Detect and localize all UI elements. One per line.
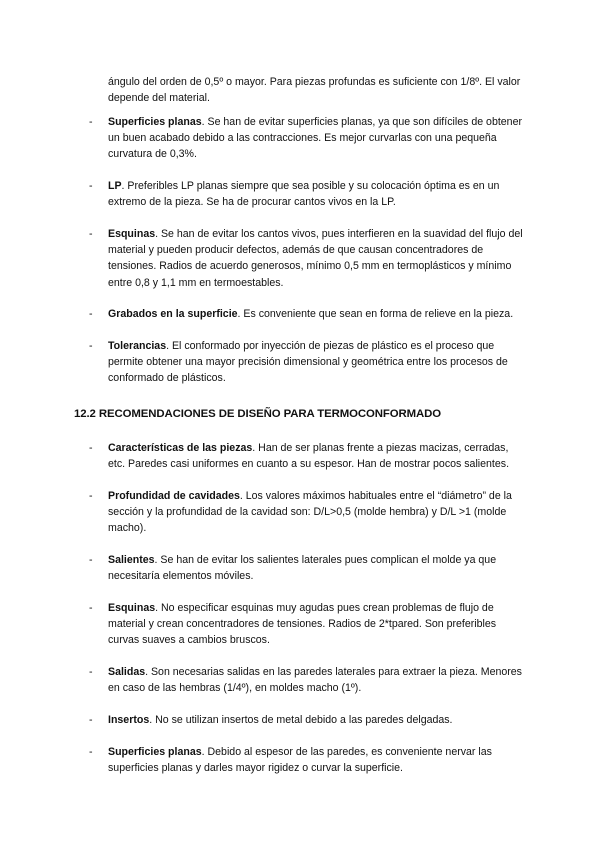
list-item (0, 226, 600, 291)
bullet-dash: - (89, 116, 93, 128)
bullet-dash: - (89, 308, 93, 321)
item-text: . El conformado por inyección de piezas de plástico es el proceso que permite obtener una mayor precisión dimensional y geométrica entre los procesos de conformado de plásticos. (108, 340, 508, 385)
list-item (0, 664, 600, 696)
list-item (0, 552, 600, 584)
item-term: Salidas (108, 666, 146, 679)
bullet-dash: - (89, 713, 93, 726)
bullet-dash: - (89, 745, 93, 758)
list-item (0, 440, 600, 472)
bullet-dash: - (89, 340, 93, 353)
bullet-dash: - (89, 489, 93, 502)
list-item (0, 114, 600, 163)
bullet-dash: - (89, 601, 93, 614)
item-text: . Son necesarias salidas en las paredes laterales para extraer la pieza. Menores en caso de las hembras (1/4º), en moldes macho (1º). (108, 666, 522, 695)
item-term: Esquinas (108, 228, 156, 241)
bullet-dash: - (89, 442, 93, 454)
item-term: Insertos (108, 713, 150, 726)
list-item (0, 306, 600, 322)
recommendations-list-thermoforming (0, 440, 600, 792)
item-text: . Los valores máximos habituales entre el “diámetro” de la sección y la profundidad de la cavidad son: D/L>0,5 (molde hembra) y D/L >1 (molde macho). (108, 489, 512, 535)
item-term: Tolerancias (108, 340, 167, 353)
item-text: . Preferibles LP planas siempre que sea posible y su colocación óptima es en un extremo de la pieza. Se ha de procurar cantos vivos en la LP. (108, 180, 500, 209)
item-text: . No especificar esquinas muy agudas pues crean problemas de flujo de material y crean concentradores de tensiones. Radios de 2*tpared. Son preferibles curvas suaves a cambios bruscos. (108, 601, 497, 647)
list-item (0, 488, 600, 537)
item-text: . Se han de evitar superficies planas, ya que son difíciles de obtener un buen acabado debido a las contracciones. Es mejor curvarlas con una pequeña curvatura de 0,3%. (108, 116, 522, 161)
list-item (0, 338, 600, 387)
continuation-paragraph: ángulo del orden de 0,5º o mayor. Para piezas profundas es suficiente con 1/8º. El valor depende del material. (108, 76, 521, 105)
recommendations-list-injection (0, 114, 600, 402)
item-text: . Es conveniente que sean en forma de relieve en la pieza. (237, 308, 514, 321)
item-text: . Debido al espesor de las paredes, es conveniente nervar las superficies planas y darles mayor rigidez o curvar la superficie. (108, 745, 492, 774)
list-item (0, 712, 600, 728)
item-term: Características de las piezas (108, 442, 253, 454)
item-term: Superficies planas (108, 745, 202, 758)
item-term: Profundidad de cavidades (108, 489, 240, 502)
item-text: . Se han de evitar los cantos vivos, pues interfieren en la suavidad del flujo del material y pueden producir defectos, además de que causan concentradores de tensiones. Radios de acuerdo generosos, mínimo 0,5 mm en termoplásticos y mínimo entre 0,8 y 1,1 mm en termoestables. (108, 228, 523, 289)
item-text: . No se utilizan insertos de metal debido a las paredes delgadas. (149, 713, 453, 726)
list-item (0, 178, 600, 210)
list-item (0, 744, 600, 776)
item-text: . Han de ser planas frente a piezas macizas, cerradas, etc. Paredes casi uniformes en cuanto a su espesor. Han de mostrar pocos salientes. (108, 442, 510, 471)
item-term: Salientes (108, 554, 155, 567)
list-item (0, 600, 600, 649)
section-heading: 12.2 RECOMENDACIONES DE DISEÑO PARA TERMOCONFORMADO (74, 408, 442, 420)
bullet-dash: - (89, 666, 93, 679)
bullet-dash: - (89, 180, 93, 193)
item-term: Esquinas (108, 601, 156, 614)
item-term: Grabados en la superficie (108, 308, 238, 321)
item-term: LP (108, 180, 122, 193)
item-term: Superficies planas (108, 116, 202, 128)
item-text: . Se han de evitar los salientes laterales pues complican el molde ya que necesitaría elementos móviles. (108, 554, 497, 583)
bullet-dash: - (89, 228, 93, 241)
bullet-dash: - (89, 554, 93, 567)
